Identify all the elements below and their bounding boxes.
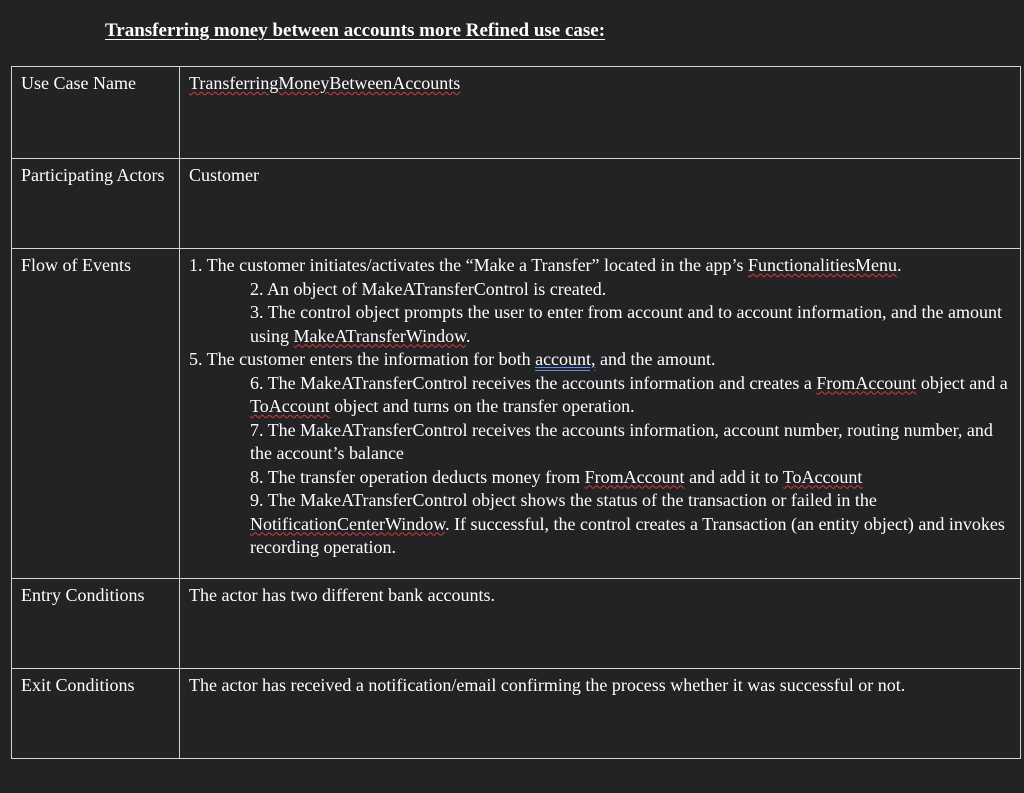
exit-conditions-label: Exit Conditions: [12, 669, 180, 759]
entry-conditions-label: Entry Conditions: [12, 579, 180, 669]
flow-step-3-end: .: [465, 325, 471, 346]
use-case-table: [11, 66, 1021, 759]
flow-step-7: 7. The MakeATransferControl receives the accounts information, account number, routing number, and the account’s balance: [250, 419, 993, 463]
participating-actors-label: Participating Actors: [12, 159, 180, 249]
flow-of-events-label: Flow of Events: [12, 249, 180, 579]
exit-conditions-value: The actor has received a notification/email confirming the process whether it was successful or not.: [180, 669, 1021, 759]
use-case-name-row: [12, 67, 1021, 159]
participating-actors-row: [12, 159, 1021, 249]
flow-step-5-text: 5. The customer enters the information for both: [189, 349, 536, 369]
use-case-name-label: Use Case Name: [12, 67, 180, 159]
flow-step-8-text: 8. The transfer operation deducts money from: [250, 466, 585, 487]
flow-step-9-end: . If successful, the control creates a Transaction (an entity object) and invokes recording operation.: [250, 513, 1005, 557]
notification-center-window-ref: NotificationCenterWindow: [250, 513, 446, 534]
flow-step-9: [189, 489, 1011, 560]
document-title: Transferring money between accounts more Refined use case:: [105, 20, 606, 41]
flow-step-8: [189, 466, 1011, 490]
entry-conditions-row: [12, 579, 1021, 669]
flow-of-events-row: [12, 249, 1021, 579]
functionalities-menu-ref: FunctionalitiesMenu: [748, 255, 897, 275]
flow-step-6-mid: object and a: [916, 372, 1008, 393]
from-account-ref: FromAccount: [816, 372, 917, 393]
flow-step-3-text: 3. The control object prompts the user to enter from account and to account information, and the amount using: [250, 302, 1002, 346]
entry-conditions-value: The actor has two different bank accounts.: [180, 579, 1021, 669]
flow-step-6: [189, 372, 1011, 419]
flow-step-2: 2. An object of MakeATransferControl is created.: [250, 278, 607, 299]
flow-step-9-text: 9. The MakeATransferControl object shows the status of the transaction or failed in the: [250, 490, 877, 510]
flow-step-3: [189, 301, 1011, 348]
flow-step-8-mid: and add it to: [684, 466, 783, 487]
exit-conditions-row: [12, 669, 1021, 759]
to-account-ref-2: ToAccount: [782, 466, 863, 487]
participating-actors-value: Customer: [180, 159, 1021, 249]
flow-of-events-value: [180, 249, 1021, 579]
make-a-transfer-window-ref: MakeATransferWindow: [293, 325, 466, 346]
use-case-name-value: [180, 67, 1021, 159]
flow-step-6-text: 6. The MakeATransferControl receives the accounts information and creates a: [250, 372, 817, 393]
flow-step-5: [189, 348, 1011, 372]
flow-step-5-end: and the amount.: [595, 349, 716, 369]
from-account-ref-2: FromAccount: [584, 466, 685, 487]
use-case-name-text: TransferringMoneyBetweenAccounts: [189, 73, 461, 93]
flow-step-1-text: 1. The customer initiates/activates the “Make a Transfer” located in the app’s: [189, 255, 748, 275]
to-account-ref: ToAccount: [250, 396, 330, 416]
flow-step-1: [189, 254, 1011, 278]
flow-step-1-end: .: [896, 255, 902, 275]
account-grammar-mark: account,: [535, 349, 596, 369]
flow-step-6-end: object and turns on the transfer operation.: [329, 396, 635, 416]
